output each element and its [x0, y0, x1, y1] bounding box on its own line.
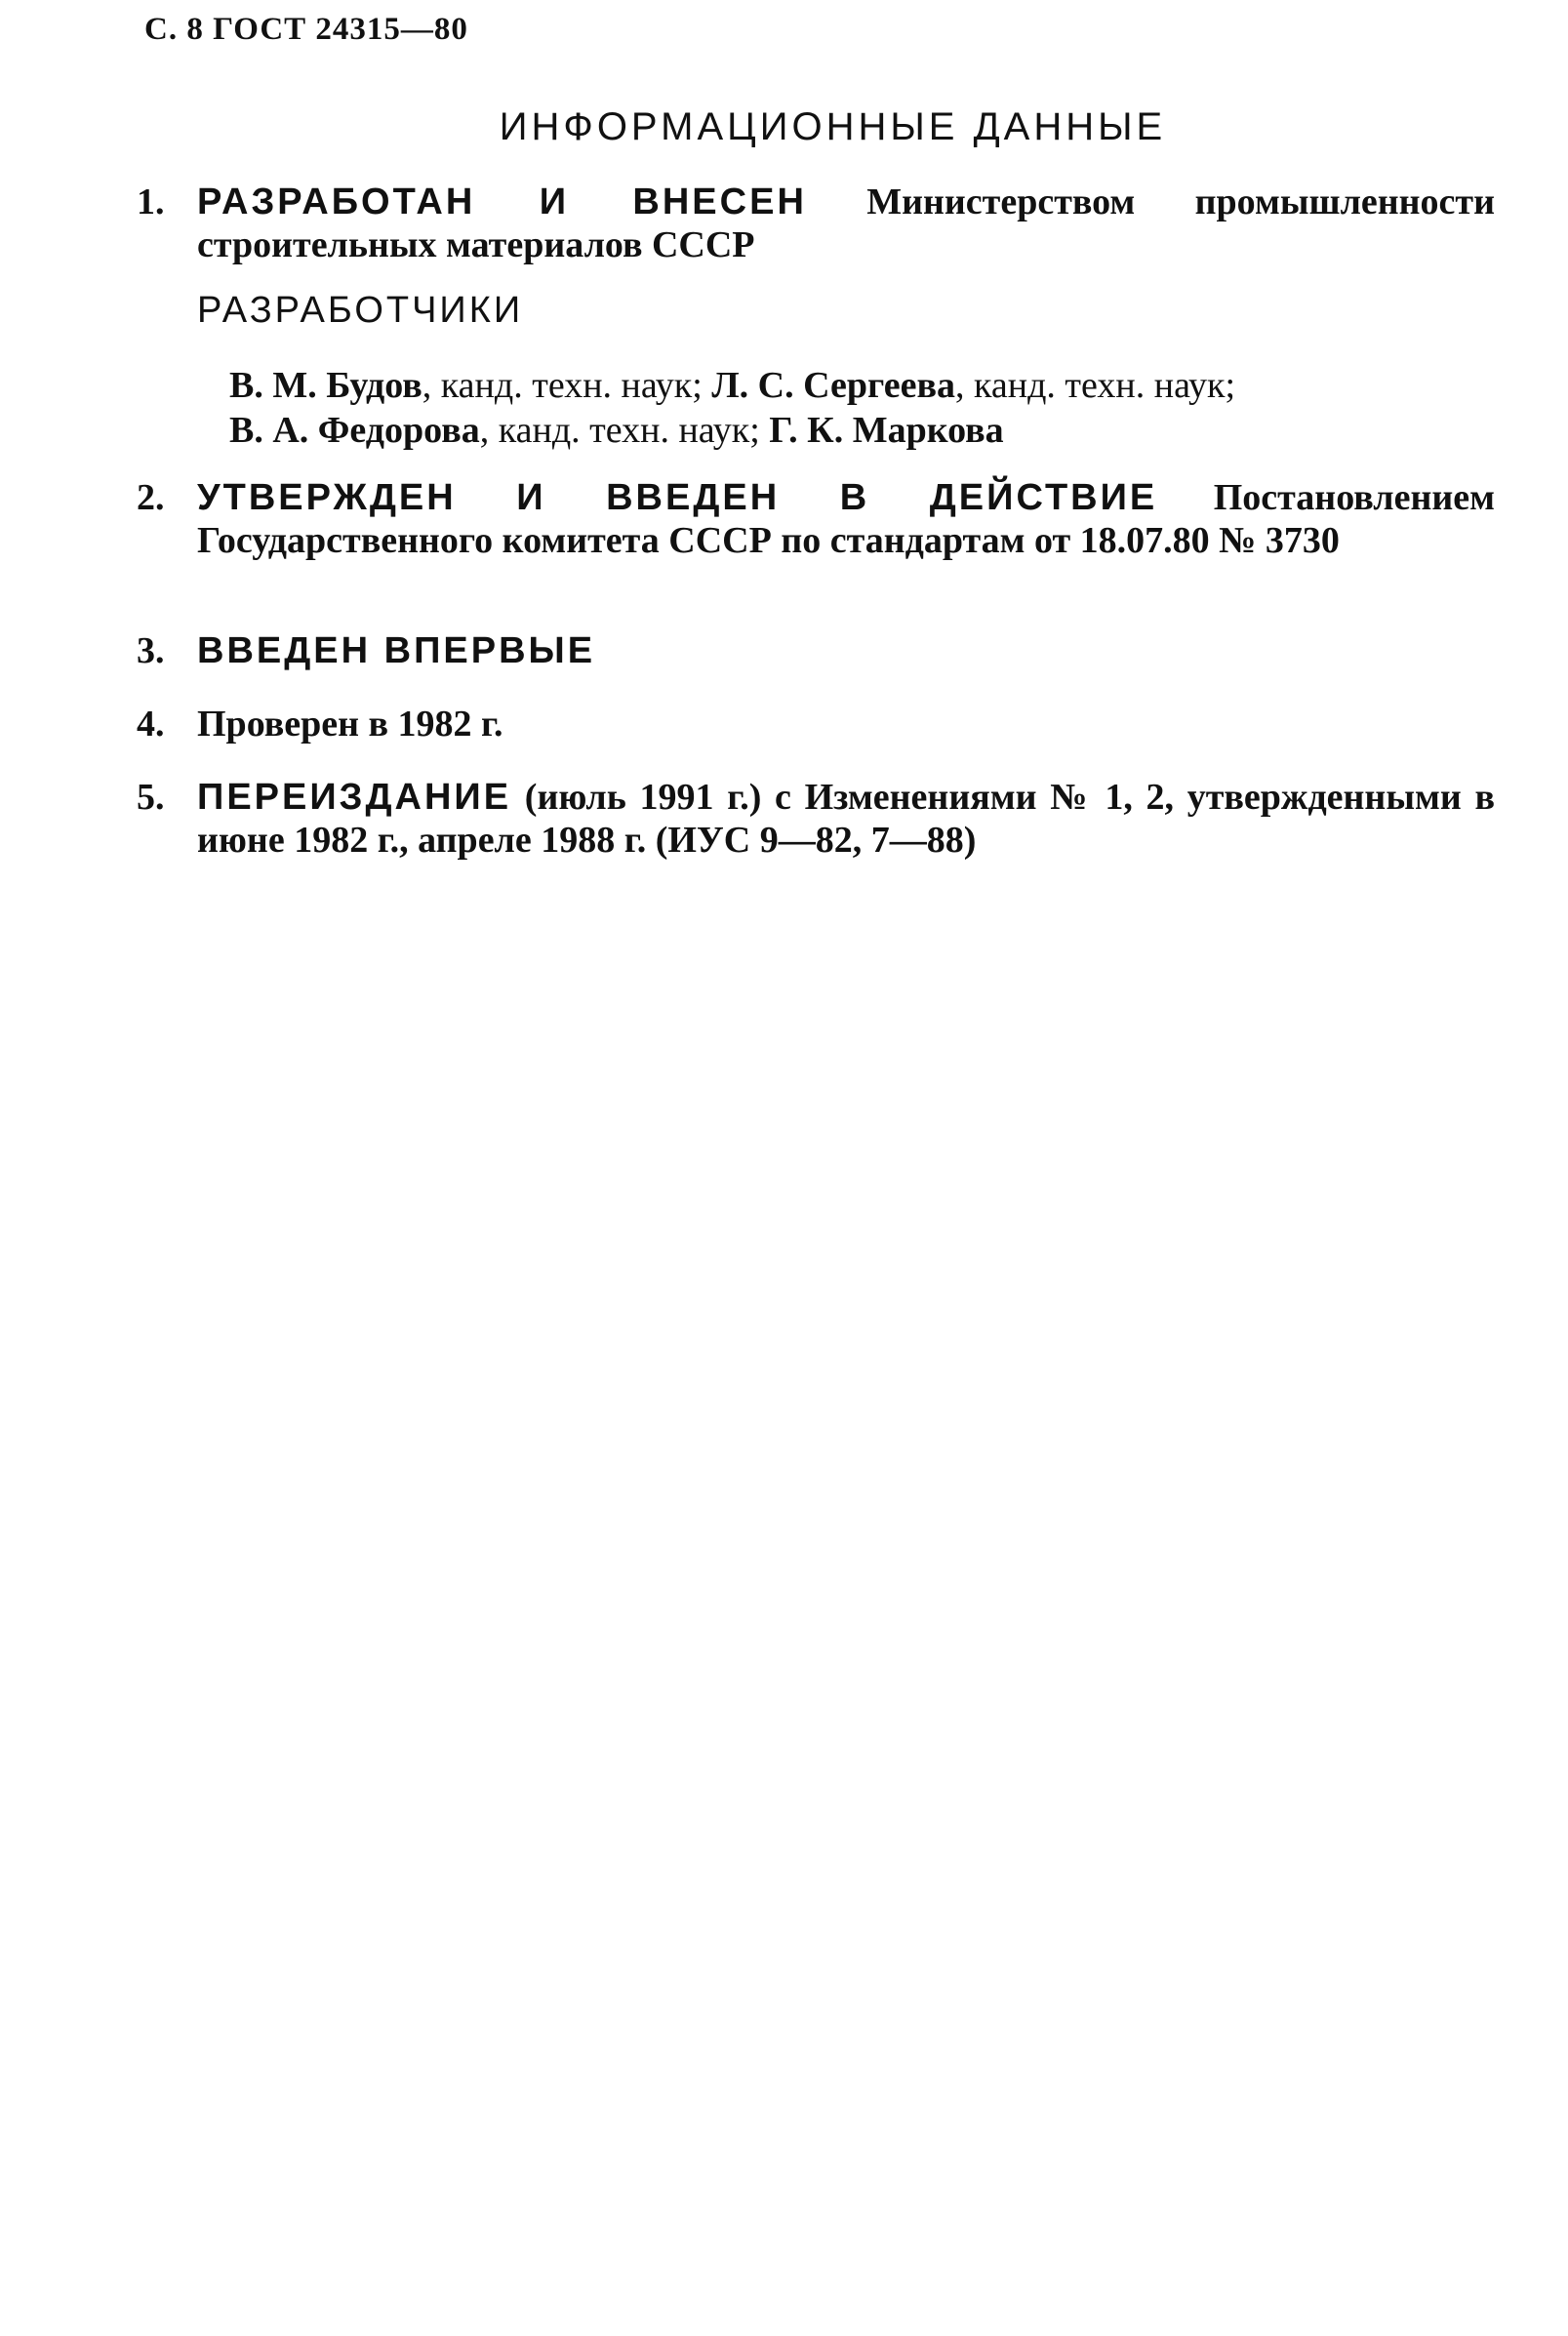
developer-name: Л. С. Сергеева: [711, 365, 955, 406]
item-body: [197, 776, 1495, 862]
developer-degree: , канд. техн. наук;: [955, 365, 1236, 406]
developer-degree: , канд. техн. наук;: [479, 410, 770, 451]
item-lead: ПЕРЕИЗДАНИЕ: [197, 777, 512, 818]
item-number: 5.: [137, 777, 165, 818]
developer-name: В. М. Будов: [229, 365, 422, 406]
info-item-5: [137, 776, 1495, 862]
developer-degree: , канд. техн. наук;: [422, 365, 712, 406]
item-number: 3.: [137, 630, 165, 671]
running-head: С. 8 ГОСТ 24315—80: [144, 12, 468, 47]
item-text: Министерством промышленности строительных материалов СССР: [197, 181, 1495, 265]
item-body: [197, 476, 1495, 562]
item-text: (июль 1991 г.) с Изменениями № 1, 2, утвержденными в июне 1982 г., апреле 1988 г. (ИУС 9—82, 7—88): [197, 777, 1495, 861]
item-text: Постановлением Государственного комитета СССР по стандартам от 18.07.80 № 3730: [197, 477, 1496, 561]
info-item-4: [137, 703, 1495, 745]
item-number: 1.: [137, 181, 165, 222]
page-title: ИНФОРМАЦИОННЫЕ ДАННЫЕ: [499, 105, 1167, 148]
developer-name: Г. К. Маркова: [769, 410, 1004, 451]
item-body: [197, 181, 1495, 266]
info-item-1: [137, 181, 1495, 266]
developers-line-1: [229, 363, 1495, 408]
item-lead: ВВЕДЕН ВПЕРВЫЕ: [197, 630, 596, 671]
item-lead: РАЗРАБОТАН И ВНЕСЕН: [197, 181, 807, 222]
item-number: 2.: [137, 477, 165, 518]
item-text: Проверен в 1982 г.: [197, 704, 503, 745]
info-item-2: [137, 476, 1495, 562]
developers-heading: РАЗРАБОТЧИКИ: [197, 290, 524, 331]
item-number: 4.: [137, 704, 165, 745]
info-item-3: [137, 629, 1495, 672]
developers-line-2: [229, 408, 1495, 453]
developers-list: [229, 363, 1495, 453]
item-body: [197, 703, 1495, 745]
item-lead: УТВЕРЖДЕН И ВВЕДЕН В ДЕЙСТВИЕ: [197, 477, 1158, 518]
item-body: [197, 629, 1495, 672]
developer-name: В. А. Федорова: [229, 410, 480, 451]
